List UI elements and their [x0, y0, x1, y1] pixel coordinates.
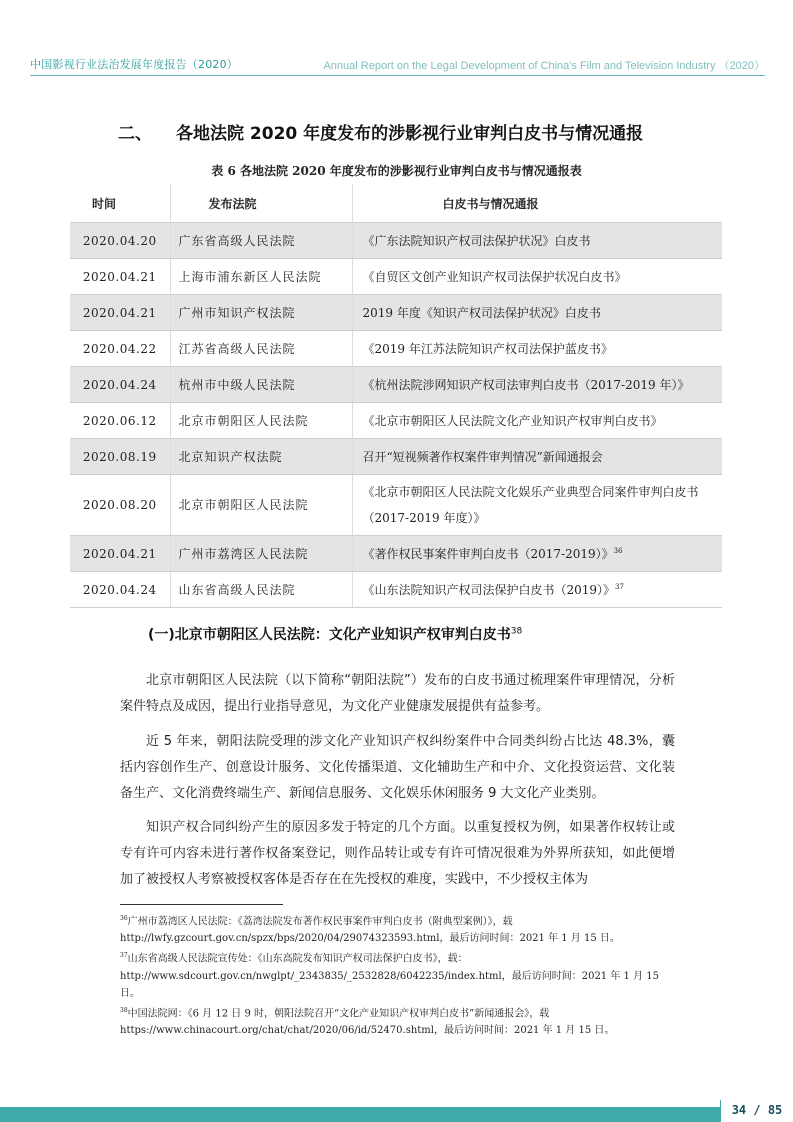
table-row [70, 536, 722, 572]
cell-court: 山东省高级人民法院 [170, 572, 352, 608]
footnote-ref-38: 38 [510, 626, 523, 637]
whitepaper-table [70, 184, 722, 608]
footnote-mark: 36 [120, 915, 128, 922]
cell-report [352, 475, 722, 536]
cell-date: 2020.04.21 [70, 259, 170, 295]
footnote-text: 山东省高级人民法院宣传处：《山东高院发布知识产权司法保护白皮书》，载：http://www.sdcourt.gov.cn/nwglpt/_2343835/_2532828/6042235/index.html，最后访问时间：2021 年 1 月 15 日。 [120, 953, 659, 999]
cell-date: 2020.04.22 [70, 331, 170, 367]
section-heading [118, 119, 718, 144]
table-header-row [70, 184, 722, 223]
cell-date: 2020.04.24 [70, 572, 170, 608]
footer-bar [0, 1107, 793, 1122]
report-title: 《杭州法院涉网知识产权司法审判白皮书（2017-2019 年）》 [362, 378, 690, 392]
footnote-ref: 36 [613, 547, 623, 555]
body-paragraph-3: 知识产权合同纠纷产生的原因多发于特定的几个方面。以重复授权为例，如果著作权转让或专有许可内容未进行著作权备案登记，则作品转让或专有许可情况很难为外界所获知，如此便增加了被授权人考察被授权客体是否存在在先授权的难度，实践中，不少授权主体为 [120, 820, 675, 887]
report-title: 《广东法院知识产权司法保护状况》白皮书 [362, 234, 591, 248]
footnotes [120, 910, 675, 1039]
cell-court: 上海市浦东新区人民法院 [170, 259, 352, 295]
report-title: 《2019 年江苏法院知识产权司法保护蓝皮书》 [362, 342, 613, 356]
column-header-report: 白皮书与情况通报 [352, 184, 722, 223]
header-report-title: 中国影视行业法治发展年度报告（2020） [30, 58, 238, 71]
section-number: 二、 [118, 124, 152, 144]
cell-date: 2020.04.24 [70, 367, 170, 403]
header-english-title: Annual Report on the Legal Development of China's Film and Television Industry （2020） [323, 60, 765, 72]
table-row [70, 295, 722, 331]
report-title: 《北京市朝阳区人民法院文化产业知识产权审判白皮书》 [362, 414, 663, 428]
footnote-text: 广州市荔湾区人民法院：《荔湾法院发布著作权民事案件审判白皮书（附典型案例）》，载 http://lwfy.gzcourt.gov.cn/spzx/bps/2020/04/29074323593.html，最后访问时间：2021 年 1 月 15 日。 [120, 916, 620, 945]
footnote-mark: 37 [120, 952, 128, 960]
cell-report [352, 572, 722, 608]
cell-date: 2020.04.21 [70, 536, 170, 572]
cell-report [352, 536, 722, 572]
column-header-date: 时间 [70, 184, 170, 223]
footnote-38 [120, 1002, 675, 1039]
cell-report [352, 331, 722, 367]
table-row [70, 439, 722, 475]
cell-report [352, 439, 722, 475]
cell-court: 北京知识产权法院 [170, 439, 352, 475]
cell-date: 2020.06.12 [70, 403, 170, 439]
table-row [70, 475, 722, 536]
report-title: 《著作权民事案件审判白皮书（2017-2019）》 [362, 547, 614, 561]
cell-report [352, 259, 722, 295]
report-title: 《山东法院知识产权司法保护白皮书（2019）》 [362, 583, 616, 597]
table-row [70, 223, 722, 259]
report-title: 召开“短视频著作权案件审判情况”新闻通报会 [362, 450, 603, 464]
cell-court: 杭州市中级人民法院 [170, 367, 352, 403]
header-divider [30, 75, 765, 76]
cell-court: 江苏省高级人民法院 [170, 331, 352, 367]
footnote-37 [120, 947, 675, 1001]
cell-date: 2020.04.21 [70, 295, 170, 331]
report-title: 《北京市朝阳区人民法院文化娱乐产业典型合同案件审判白皮书（2017-2019 年度）》 [362, 485, 699, 525]
cell-date: 2020.08.20 [70, 475, 170, 536]
subsection-title: (一)北京市朝阳区人民法院：文化产业知识产权审判白皮书 [148, 627, 511, 643]
cell-court: 广州市知识产权法院 [170, 295, 352, 331]
body-paragraph-1: 北京市朝阳区人民法院（以下简称“朝阳法院”）发布的白皮书通过梳理案件审理情况，分析案件特点及成因，提出行业指导意见，为文化产业健康发展提供有益参考。 [120, 673, 675, 714]
cell-date: 2020.04.20 [70, 223, 170, 259]
table-caption: 表 6 各地法院 2020 年度发布的涉影视行业审判白皮书与情况通报表 [211, 164, 582, 178]
table-row [70, 331, 722, 367]
cell-report [352, 403, 722, 439]
cell-report [352, 223, 722, 259]
footnote-text: 中国法院网：《6 月 12 日 9 时，朝阳法院召开“文化产业知识产权审判白皮书”新闻通报会》，载 https://www.chinacourt.org/chat/chat/2020/06/id/52470.shtml，最后访问时间：2021 年 1 月 15 日。 [120, 1007, 615, 1036]
cell-court: 北京市朝阳区人民法院 [170, 475, 352, 536]
cell-report [352, 295, 722, 331]
cell-report [352, 367, 722, 403]
table-row [70, 572, 722, 608]
table-body [70, 223, 722, 608]
table-row [70, 259, 722, 295]
cell-court: 广东省高级人民法院 [170, 223, 352, 259]
report-title: 《自贸区文创产业知识产权司法保护状况白皮书》 [362, 270, 627, 284]
table-row [70, 403, 722, 439]
section-title-text: 各地法院 2020 年度发布的涉影视行业审判白皮书与情况通报 [176, 124, 644, 144]
report-title: 2019 年度《知识产权司法保护状况》白皮书 [362, 306, 601, 320]
cell-date: 2020.08.19 [70, 439, 170, 475]
column-header-court: 发布法院 [170, 184, 352, 223]
footnote-separator [120, 904, 283, 905]
table-row [70, 367, 722, 403]
subsection-heading [148, 624, 522, 644]
cell-court: 广州市荔湾区人民法院 [170, 536, 352, 572]
footnote-36 [120, 910, 675, 947]
footnote-ref: 37 [615, 583, 624, 591]
footnote-mark: 38 [120, 1006, 128, 1014]
page-number: 34 / 85 [720, 1100, 793, 1122]
cell-court: 北京市朝阳区人民法院 [170, 403, 352, 439]
body-paragraph-2: 近 5 年来，朝阳法院受理的涉文化产业知识产权纠纷案件中合同类纠纷占比达 48.3%，囊括内容创作生产、创意设计服务、文化传播渠道、文化辅助生产和中介、文化投资运营、文化装备生产、文化消费终端生产、新闻信息服务、文化娱乐休闲服务 9 大文化产业类别。 [120, 734, 675, 801]
